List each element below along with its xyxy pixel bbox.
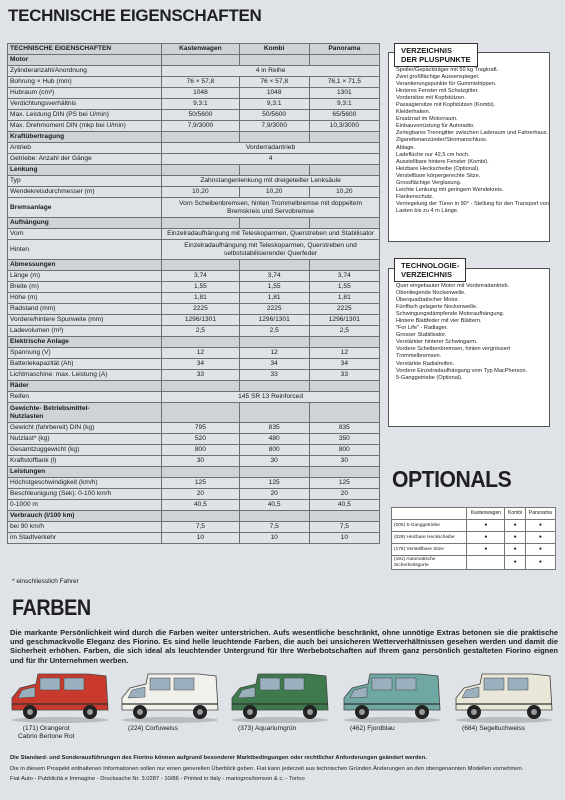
- spec-label: Typ: [8, 176, 162, 187]
- spec-label: Länge (m): [8, 271, 162, 282]
- pluspunkte-item: Spoiler/Gepäckträger mit 50 kg Tragkraft.: [396, 67, 499, 73]
- farben-title: FARBEN: [12, 595, 91, 620]
- technologie-item: Trommelbremsen.: [396, 353, 442, 360]
- spec-value: 76,1 × 71,5: [309, 77, 379, 88]
- spec-value: 4: [162, 154, 380, 165]
- technologie-item: Schwingungsdämpfende Motoraufhängung.: [396, 311, 505, 318]
- spec-section-row: [8, 132, 380, 143]
- spec-section-row: [8, 467, 380, 478]
- spec-empty-cell: [162, 260, 240, 271]
- spec-section-row: [8, 403, 380, 423]
- spec-value: 50/5600: [239, 110, 309, 121]
- spec-empty-cell: [162, 337, 240, 348]
- spec-section-label: Gewichte- Betriebsmittel- Nutzlasten: [8, 403, 162, 423]
- spec-footnote: * einschliesslich Fahrer: [12, 578, 79, 585]
- spec-value: 520: [162, 434, 240, 445]
- availability-note: Die Standard- und Sonderausführungen des Fiorino können aufgrund besonderer Marktbedingungen oder rechtlicher Anforderungen geändert werden.: [10, 755, 427, 761]
- farben-intro: Die markante Persönlichkeit wird durch die Farben weiter unterstrichen. Aufs wesentliche beschränkt, ohne unnötige Extras betonen sie die praktische und geschmackvolle Eleganz des Fiorino. Es sind helle leuchtende Farben, die auch bei unsicheren Wetterverhältnissen gesehen werden und damit die Sicherheit erhöhen. Farben, die sich ideal als leuchtender Untergrund für Ihre Werbebotschaften auf Ihrem ganz persönlich gestalteten Fiorino eignen und für Ihr Unternehmen werben.: [10, 628, 558, 665]
- spec-value: 10: [162, 533, 240, 544]
- spec-label: Radstand (mm): [8, 304, 162, 315]
- spec-row: [8, 187, 380, 198]
- spec-value: 4 in Reihe: [162, 66, 380, 77]
- spec-empty-cell: [309, 218, 379, 229]
- spec-row: [8, 77, 380, 88]
- spec-empty-cell: [239, 381, 309, 392]
- spec-section-label: Verbrauch (l/100 km): [8, 511, 162, 522]
- optionals-mark: ●: [505, 520, 526, 532]
- spec-label: Beschleunigung (Sek): 0-100 km/h: [8, 489, 162, 500]
- optionals-table: [391, 507, 556, 570]
- spec-value: 20: [162, 489, 240, 500]
- spec-empty-cell: [309, 381, 379, 392]
- spec-row: [8, 392, 380, 403]
- technologie-item: Hintere Blattfeder mit vier Blättern.: [396, 318, 482, 325]
- spec-row: [8, 229, 380, 240]
- spec-value: 2225: [162, 304, 240, 315]
- spec-row: [8, 154, 380, 165]
- spec-value: 145 SR 13 Reinforced: [162, 392, 380, 403]
- spec-value: 3,74: [309, 271, 379, 282]
- spec-value: 2,5: [309, 326, 379, 337]
- spec-empty-cell: [162, 511, 240, 522]
- spec-value: 480: [239, 434, 309, 445]
- spec-row: [8, 434, 380, 445]
- spec-section-row: [8, 337, 380, 348]
- spec-label: Hubraum (cm³): [8, 88, 162, 99]
- pluspunkte-item: Flankenschutz.: [396, 193, 434, 200]
- spec-label: Vordere/hintere Spurweite (mm): [8, 315, 162, 326]
- spec-row: [8, 240, 380, 260]
- spec-value: 835: [239, 423, 309, 434]
- spec-row: [8, 478, 380, 489]
- pluspunkte-item: Ladeflüche nur 42,5 cm hoch.: [396, 151, 470, 158]
- spec-label: Batteriekapazität (Ah): [8, 359, 162, 370]
- spec-section-label: Abmessungen: [8, 260, 162, 271]
- spec-empty-cell: [309, 55, 379, 66]
- spec-value: 10,20: [239, 187, 309, 198]
- spec-value: 10: [309, 533, 379, 544]
- spec-value: 1,81: [162, 293, 240, 304]
- spec-value: 3,74: [162, 271, 240, 282]
- car-image: [8, 670, 112, 729]
- technologie-item: "For Life" - Radlager.: [396, 325, 448, 332]
- spec-empty-cell: [239, 467, 309, 478]
- optionals-mark: ●: [525, 556, 555, 570]
- spec-empty-cell: [239, 132, 309, 143]
- spec-value: 12: [239, 348, 309, 359]
- pluspunkte-item: Ablage.: [396, 144, 415, 151]
- spec-label: Breite (m): [8, 282, 162, 293]
- van-icon: [228, 670, 332, 724]
- optionals-mark: ●: [505, 544, 526, 556]
- technologie-title: TECHNOLOGIE- VERZEICHNIS: [394, 258, 466, 282]
- pluspunkte-item: Vordersitze mit Kopfstützen.: [396, 95, 466, 102]
- spec-label: Spannung (V): [8, 348, 162, 359]
- optionals-row: [392, 520, 556, 532]
- spec-empty-cell: [239, 403, 309, 423]
- spec-row: [8, 304, 380, 315]
- spec-value: 350: [309, 434, 379, 445]
- spec-row: [8, 88, 380, 99]
- spec-row: [8, 198, 380, 218]
- car-image: [118, 670, 222, 729]
- spec-label: Vorn: [8, 229, 162, 240]
- spec-header-row: [8, 44, 380, 55]
- optionals-mark: ●: [525, 544, 555, 556]
- spec-label: Höchstgeschwindigkeit (km/h): [8, 478, 162, 489]
- spec-value: 34: [239, 359, 309, 370]
- print-line: Fiat Auto - Pubblicità e Immagine - Drucksache Nr. 3.0287 - 10/86 - Printed in Italy - mariogros/tomson & c. - Torino: [10, 775, 305, 782]
- spec-value: 7,5: [239, 522, 309, 533]
- spec-value: Zahnstangenlenkung mit dreigeteilter Lenksäule: [162, 176, 380, 187]
- spec-row: [8, 282, 380, 293]
- spec-row: [8, 370, 380, 381]
- spec-value: 1048: [239, 88, 309, 99]
- spec-row: [8, 315, 380, 326]
- spec-value: Vorderradantrieb: [162, 143, 380, 154]
- spec-empty-cell: [309, 337, 379, 348]
- pluspunkte-item: Hinteres Fenster mit Schutzgitter.: [396, 88, 479, 95]
- spec-label: Ladevolumen (m³): [8, 326, 162, 337]
- van-icon: [452, 670, 556, 724]
- spec-value: 7,9/3000: [162, 121, 240, 132]
- technologie-item: Vordere Scheibenbremsen, hinten vergrössert: [396, 346, 511, 353]
- spec-value: 1048: [162, 88, 240, 99]
- pluspunkte-title: VERZEICHNIS DER PLUSPUNKTE: [394, 43, 478, 67]
- spec-value: 2,5: [239, 326, 309, 337]
- spec-section-row: [8, 218, 380, 229]
- spec-row: [8, 121, 380, 132]
- spec-empty-cell: [309, 467, 379, 478]
- spec-value: 20: [309, 489, 379, 500]
- spec-value: 10,3/3000: [309, 121, 379, 132]
- spec-value: 2225: [309, 304, 379, 315]
- spec-empty-cell: [309, 260, 379, 271]
- pluspunkte-item: Ersatzrad im Motorraum.: [396, 116, 458, 123]
- spec-row: [8, 445, 380, 456]
- spec-row: [8, 423, 380, 434]
- spec-label: Nutzlast* (kg): [8, 434, 162, 445]
- spec-value: 795: [162, 423, 240, 434]
- spec-row: [8, 456, 380, 467]
- spec-empty-cell: [162, 165, 240, 176]
- spec-section-label: Elektrische Anlage: [8, 337, 162, 348]
- spec-value: 65/5600: [309, 110, 379, 121]
- spec-value: 12: [162, 348, 240, 359]
- spec-value: Vorn Scheibenbremsen, hinten Trommelbremse mit doppeltem Bremskreis und Servobremse: [162, 198, 380, 218]
- technologie-item: Verstärkter hinterer Schwingarm.: [396, 339, 478, 346]
- pluspunkte-item: Verstellbare körpergerechte Sitze.: [396, 172, 481, 179]
- optionals-mark: ●: [505, 556, 526, 570]
- pluspunkte-item: Zigarettenanzünder/Stromanschluss.: [396, 137, 488, 144]
- spec-value: 30: [162, 456, 240, 467]
- spec-header-cell: TECHNISCHE EIGENSCHAFTEN: [8, 44, 162, 55]
- pluspunkte-item: Lasten bis zu 4 m Länge.: [396, 207, 459, 214]
- spec-value: 1301: [309, 88, 379, 99]
- pluspunkte-item: Passagiersitze mit Kopfstützen (Kombi).: [396, 102, 496, 109]
- technologie-item: Fünffach gelagerte Nockenwelle.: [396, 304, 478, 311]
- spec-label: Antrieb: [8, 143, 162, 154]
- spec-row: [8, 359, 380, 370]
- optionals-row: [392, 532, 556, 544]
- spec-value: 2225: [239, 304, 309, 315]
- optionals-column-header: Kastenwagen: [467, 508, 505, 520]
- spec-value: Einzelradaufhängung mit Teleskoparmen, Querstreben und Stabilisator: [162, 229, 380, 240]
- spec-label: Verdichtungsverhältnis: [8, 99, 162, 110]
- spec-label: bei 90 km/h: [8, 522, 162, 533]
- spec-table: [7, 43, 380, 544]
- spec-value: 1,81: [239, 293, 309, 304]
- spec-section-label: Aufhängung: [8, 218, 162, 229]
- spec-label: Gewicht (fahrbereit) DIN (kg): [8, 423, 162, 434]
- pluspunkte-list: [396, 67, 549, 215]
- page-title: TECHNISCHE EIGENSCHAFTEN: [8, 6, 262, 25]
- spec-value: 7,9/3000: [239, 121, 309, 132]
- spec-row: [8, 99, 380, 110]
- optionals-mark: ●: [525, 520, 555, 532]
- spec-value: 835: [309, 423, 379, 434]
- technologie-item: 5-Ganggetriebe (Optional).: [396, 374, 463, 381]
- pluspunkte-item: Leichte Lenkung mit geringem Wendekreis.: [396, 186, 504, 193]
- car-color-label: (224) Corfuweiss: [128, 725, 178, 732]
- spec-label: Höhe (m): [8, 293, 162, 304]
- spec-label: im Stadtverkehr: [8, 533, 162, 544]
- van-icon: [118, 670, 222, 724]
- car-color-label: (462) Fjordblau: [350, 725, 395, 732]
- spec-value: 76 × 57,8: [239, 77, 309, 88]
- spec-section-label: Räder: [8, 381, 162, 392]
- spec-label: Kraftstofftank (l): [8, 456, 162, 467]
- optionals-label: (178) Verstellbare Sitze: [392, 544, 467, 556]
- notes-block: [10, 755, 558, 783]
- spec-section-row: [8, 165, 380, 176]
- spec-section-label: Leistungen: [8, 467, 162, 478]
- pluspunkte-item: Zerlegbares Trenngitter zwischen Laderaum und Fahrerhaus.: [396, 130, 549, 137]
- spec-value: 125: [309, 478, 379, 489]
- spec-value: 10,20: [309, 187, 379, 198]
- optionals-row: [392, 556, 556, 570]
- car-color-label: (171) Orangerot Cabrio Bertone Rot: [18, 725, 75, 740]
- spec-value: 9,3:1: [162, 99, 240, 110]
- spec-value: 33: [309, 370, 379, 381]
- technologie-list: [396, 283, 527, 382]
- pluspunkte-item: Grossflächige Verglasung.: [396, 179, 462, 186]
- spec-section-row: [8, 55, 380, 66]
- spec-label: Max. Drehmoment DIN (mkp bei U/min): [8, 121, 162, 132]
- pluspunkte-box: [388, 52, 550, 242]
- spec-row: [8, 522, 380, 533]
- spec-row: [8, 110, 380, 121]
- spec-value: 33: [239, 370, 309, 381]
- spec-row: [8, 348, 380, 359]
- spec-value: 800: [239, 445, 309, 456]
- spec-empty-cell: [162, 467, 240, 478]
- spec-label: Bremsanlage: [8, 198, 162, 218]
- spec-value: 76 × 57,8: [162, 77, 240, 88]
- spec-label: Reifen: [8, 392, 162, 403]
- spec-label: Lichtmaschine: max. Leistung (A): [8, 370, 162, 381]
- technologie-item: Verstärkte Radialreifen.: [396, 360, 455, 367]
- optionals-label: (005) 5-Ganggetriebe: [392, 520, 467, 532]
- spec-value: 1,55: [239, 282, 309, 293]
- optionals-title: OPTIONALS: [392, 466, 512, 492]
- spec-value: 3,74: [239, 271, 309, 282]
- spec-header-cell: Kastenwagen: [162, 44, 240, 55]
- optionals-mark: ●: [525, 532, 555, 544]
- spec-label: Hinten: [8, 240, 162, 260]
- car-color-label: (373) Aquariumgrün: [238, 725, 297, 732]
- spec-header-cell: Kombi: [239, 44, 309, 55]
- optionals-header-row: [392, 508, 556, 520]
- car-image: [228, 670, 332, 729]
- spec-empty-cell: [239, 511, 309, 522]
- pluspunkte-item: Kleiderhaken.: [396, 109, 431, 116]
- pluspunkte-item: Ausstellbare hintere Fenster (Kombi).: [396, 158, 489, 165]
- optionals-column-header: Kombi: [505, 508, 526, 520]
- spec-value: Einzelradaufhängung mit Teleskoparmen, Querstreben und selbststabilisierender Querfeder: [162, 240, 380, 260]
- spec-empty-cell: [162, 55, 240, 66]
- spec-value: 20: [239, 489, 309, 500]
- pluspunkte-item: Heizbare Heckscheibe (Optional).: [396, 165, 480, 172]
- disclaimer: Die in diesem Prospekt enthaltenen Informationen sollen nur einen generellen Überblick geben. Fiat kann jederzeit aus technischen Gründen Änderungen an den obengenannten Modellen vornehmen.: [10, 766, 524, 773]
- spec-empty-cell: [239, 55, 309, 66]
- optionals-corner-cell: [392, 508, 467, 520]
- spec-section-label: Lenkung: [8, 165, 162, 176]
- spec-value: 1,55: [309, 282, 379, 293]
- spec-label: Gesamtzuggewicht (kg): [8, 445, 162, 456]
- spec-empty-cell: [309, 403, 379, 423]
- optionals-mark: ●: [467, 520, 505, 532]
- spec-row: [8, 489, 380, 500]
- spec-value: 1296/1301: [162, 315, 240, 326]
- spec-label: Getriebe: Anzahl der Gänge: [8, 154, 162, 165]
- spec-row: [8, 533, 380, 544]
- spec-value: 40,5: [162, 500, 240, 511]
- spec-section-label: Motor: [8, 55, 162, 66]
- spec-empty-cell: [239, 337, 309, 348]
- spec-value: 1,55: [162, 282, 240, 293]
- spec-row: [8, 66, 380, 77]
- technologie-box: [388, 268, 550, 427]
- technologie-item: Obenliegende Nockenwelle.: [396, 290, 466, 297]
- optionals-mark: ●: [467, 544, 505, 556]
- spec-value: 10: [239, 533, 309, 544]
- spec-value: 1296/1301: [309, 315, 379, 326]
- spec-value: 1296/1301: [239, 315, 309, 326]
- spec-header-cell: Panorama: [309, 44, 379, 55]
- spec-empty-cell: [162, 381, 240, 392]
- spec-empty-cell: [162, 218, 240, 229]
- spec-label: Zylinderanzahl/Anordnung: [8, 66, 162, 77]
- spec-section-row: [8, 260, 380, 271]
- optionals-column-header: Panorama: [525, 508, 555, 520]
- spec-value: 800: [162, 445, 240, 456]
- van-icon: [340, 670, 444, 724]
- optionals-mark: [467, 556, 505, 570]
- spec-value: 7,5: [309, 522, 379, 533]
- technologie-item: Quer eingebauter Motor mit Vorderradantrieb.: [396, 283, 510, 289]
- car-image: [340, 670, 444, 729]
- optionals-row: [392, 544, 556, 556]
- spec-value: 125: [239, 478, 309, 489]
- spec-value: 1,81: [309, 293, 379, 304]
- spec-empty-cell: [239, 260, 309, 271]
- technologie-item: Vordere Einzelradaufhängung vom Typ MacPherson.: [396, 367, 528, 374]
- spec-row: [8, 143, 380, 154]
- spec-value: 7,5: [162, 522, 240, 533]
- car-image: [452, 670, 556, 729]
- spec-value: 30: [309, 456, 379, 467]
- spec-value: 125: [162, 478, 240, 489]
- spec-section-row: [8, 381, 380, 392]
- optionals-label: (191) Automatische Sicherheitsgurte: [392, 556, 467, 570]
- spec-value: 10,20: [162, 187, 240, 198]
- spec-value: 34: [309, 359, 379, 370]
- spec-value: 30: [239, 456, 309, 467]
- pluspunkte-item: Zwei großflächige Aussenspiegel.: [396, 74, 480, 81]
- spec-value: 800: [309, 445, 379, 456]
- car-color-label: (684) Segeltuchweiss: [462, 725, 526, 732]
- spec-value: 9,3:1: [309, 99, 379, 110]
- pluspunkte-item: Verankerungspunkte für Gummistrippen.: [396, 81, 497, 88]
- spec-value: 9,3:1: [239, 99, 309, 110]
- spec-row: [8, 326, 380, 337]
- spec-label: Bohrung × Hub (mm): [8, 77, 162, 88]
- spec-empty-cell: [239, 218, 309, 229]
- optionals-mark: ●: [505, 532, 526, 544]
- spec-value: 50/5600: [162, 110, 240, 121]
- spec-empty-cell: [239, 165, 309, 176]
- spec-label: Wendekreisdurchmesser (m): [8, 187, 162, 198]
- spec-empty-cell: [309, 132, 379, 143]
- spec-empty-cell: [162, 132, 240, 143]
- spec-label: 0-1000 m: [8, 500, 162, 511]
- spec-value: 2,5: [162, 326, 240, 337]
- spec-empty-cell: [162, 403, 240, 423]
- spec-value: 33: [162, 370, 240, 381]
- optionals-label: (029) Heizbare Heckscheibe: [392, 532, 467, 544]
- spec-row: [8, 293, 380, 304]
- spec-row: [8, 271, 380, 282]
- spec-value: 34: [162, 359, 240, 370]
- spec-label: Max. Leistung DIN (PS bei U/min): [8, 110, 162, 121]
- spec-empty-cell: [309, 511, 379, 522]
- spec-section-row: [8, 511, 380, 522]
- spec-section-label: Kraftübertragung: [8, 132, 162, 143]
- technologie-item: Grosser Stabilisator.: [396, 332, 447, 339]
- spec-row: [8, 176, 380, 187]
- spec-value: 40,5: [309, 500, 379, 511]
- spec-empty-cell: [309, 165, 379, 176]
- van-icon: [8, 670, 112, 724]
- spec-value: 12: [309, 348, 379, 359]
- technologie-item: Überquadratischer Motor.: [396, 297, 460, 304]
- optionals-mark: ●: [467, 532, 505, 544]
- spec-value: 40,5: [239, 500, 309, 511]
- spec-row: [8, 500, 380, 511]
- pluspunkte-item: Verriegelung der Türen in 90° - Stellung für den Transport von: [396, 200, 549, 207]
- pluspunkte-item: Einbauvorrüstung für Autoradio.: [396, 123, 475, 130]
